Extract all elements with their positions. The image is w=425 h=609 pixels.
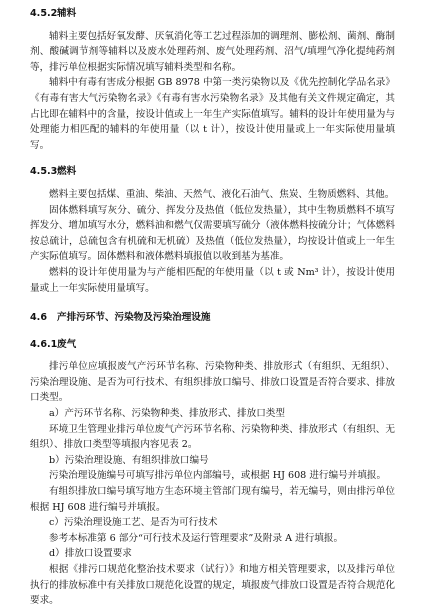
section-heading-4-5-3: 4.5.3燃料: [30, 166, 77, 178]
section-heading-4-6: 4.6 产排污环节、污染物及污染治理设施: [30, 312, 211, 324]
section-heading-4-6-1: 4.6.1废气: [30, 338, 77, 350]
paragraph: 燃料主要包括煤、重油、柴油、天然气、液化石油气、焦炭、生物质燃料、其他。: [49, 188, 395, 200]
paragraph: 参考本标准第 6 部分“可行技术及运行管理要求”及附录 A 进行填报。: [49, 532, 344, 544]
paragraph: 环境卫生管理业排污单位废气产污环节名称、污染物种类、排放形式（有组织、无组织）、排放口类型等填报内容见表 2。: [30, 423, 395, 451]
paragraph: 辅料主要包括好氧发酵、厌氧消化等工艺过程添加的调理剂、膨松剂、菌剂、酶制剂、酸碱调节剂等辅料以及废水处理药剂、废气处理药剂、沼气/填埋气净化提纯药剂等，排污单位根据实际情况填写辅料类型和名称。: [30, 30, 395, 73]
paragraph: 有组织排放口编号填写地方生态环境主管部门现有编号，若无编号，则由排污单位根据 HJ 608 进行编号并填报。: [30, 486, 395, 513]
list-item-d-title: d）排放口设置要求: [49, 548, 132, 560]
paragraph: 根据《排污口规范化整治技术要求（试行）》和地方相关管理要求，以及排污单位执行的排放标准中有关排放口规范化设置的规定，填报废气排放口设置是否符合规范化要求。: [30, 564, 395, 607]
section-heading-4-5-2: 4.5.2辅料: [30, 8, 77, 19]
paragraph: 固体燃料填写灰分、硫分、挥发分及热值（低位发热量），其中生物质燃料不填写挥发分、增加填写水分，燃料油和燃气仅需要填写硫分（液体燃料按硫分计；气体燃料按总硫计，总硫包含有机硫和无机硫）及热值（低位发热量），均按设计值或上一年生产实际值填写。固体燃料和液体燃料填报值以收到基为基准。: [30, 204, 395, 263]
paragraph: 燃料的设计年使用量为与产能相匹配的年使用量（以 t 或 Nm³ 计），按设计使用量或上一年实际使用量填写。: [30, 266, 395, 294]
list-item-b-title: b）污染治理设施、有组织排放口编号: [49, 454, 209, 466]
list-item-a-title: a）产污环节名称、污染物种类、排放形式、排放口类型: [49, 408, 285, 420]
paragraph: 辅料中有毒有害成分根据 GB 8978 中第一类污染物以及《优先控制化学品名录》《有毒有害大气污染物名录》《有毒有害水污染物名录》及其他有关文件规定确定，其占比即在辅料中的含量，按设计值或上一年生产实际值填写。辅料的设计年使用量为与处理能力相匹配的辅料的年使用量（以 t 计），按设计使用量或上一年实际使用量填写。: [30, 77, 395, 151]
paragraph: 排污单位应填报废气产污环节名称、污染物种类、排放形式（有组织、无组织）、污染治理设施、是否为可行技术、有组织排放口编号、排放口设置是否符合要求、排放口类型。: [30, 361, 395, 404]
paragraph: 污染治理设施编号可填写排污单位内部编号，或根据 HJ 608 进行编号并填报。: [49, 470, 387, 482]
list-item-c-title: c）污染治理设施工艺、是否为可行技术: [49, 517, 218, 529]
